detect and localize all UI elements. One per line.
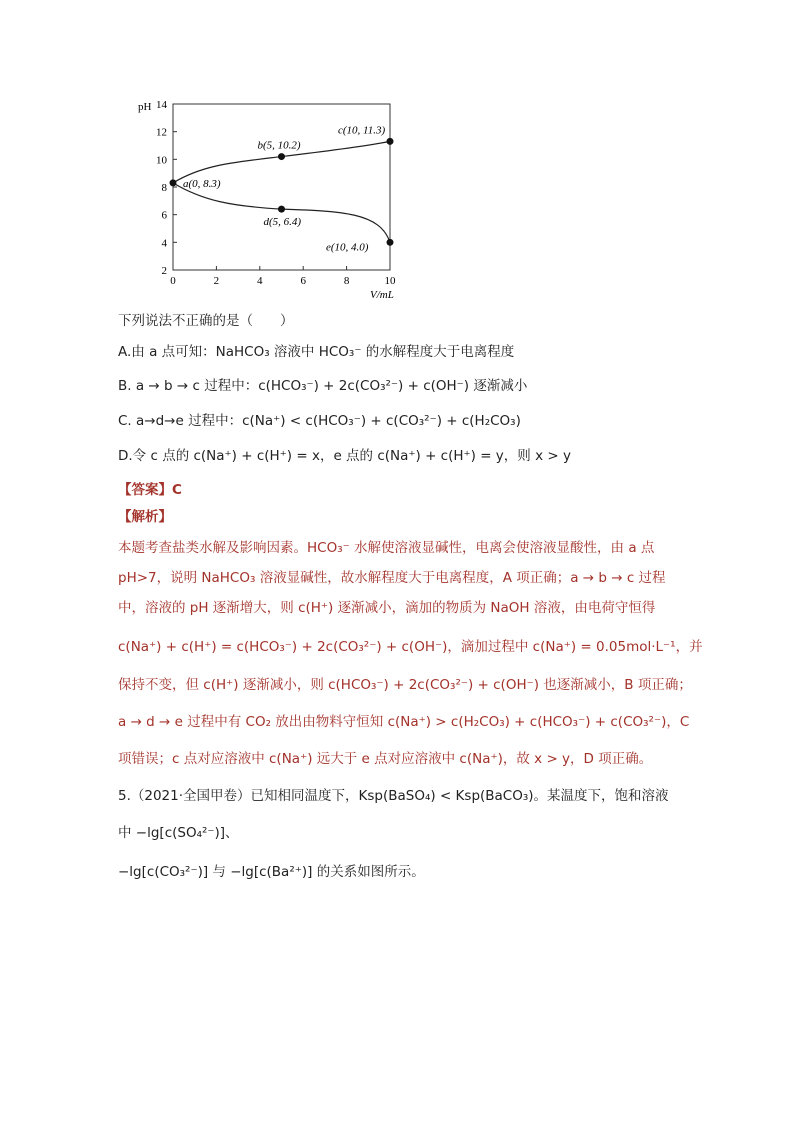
x-tick-label: 4 (257, 275, 263, 287)
point-label: d(5, 6.4) (263, 216, 302, 229)
explanation-line-6: a → d → e 过程中有 CO₂ 放出由物料守恒知 c(Na⁺) > c(H₂CO₃) + c(HCO₃⁻) + c(CO₃²⁻)，C (118, 714, 690, 730)
x-tick-label: 10 (384, 275, 396, 287)
data-point (278, 206, 285, 213)
next-question-line-1: 5.（2021·全国甲卷）已知相同温度下，Ksp(BaSO₄) < Ksp(BaCO₃)。某温度下，饱和溶液 (118, 788, 669, 804)
data-point (387, 239, 394, 246)
next-question-line-3: −lg[c(CO₃²⁻)] 与 −lg[c(Ba²⁺)] 的关系如图所示。 (118, 864, 425, 880)
y-tick-label: 8 (161, 182, 167, 194)
ph-titration-chart (118, 96, 413, 306)
answer-label: 【答案】C (118, 482, 182, 498)
y-tick-label: 4 (161, 237, 167, 250)
option-d: D.令 c 点的 c(Na⁺) + c(H⁺) = x，e 点的 c(Na⁺) + c(H⁺) = y，则 x > y (118, 448, 571, 464)
x-tick-label: 8 (343, 275, 350, 287)
explanation-line-3: 中，溶液的 pH 逐渐增大，则 c(H⁺) 逐渐减小，滴加的物质为 NaOH 溶液，由电荷守恒得 (118, 600, 656, 616)
point-label: c(10, 11.3) (338, 124, 386, 137)
question-prompt: 下列说法不正确的是（ ） (118, 313, 294, 329)
next-question-line-2: 中 −lg[c(SO₄²⁻)]、 (118, 825, 239, 841)
x-tick-label: 6 (300, 275, 306, 287)
point-label: a(0, 8.3) (183, 177, 221, 190)
explanation-line-7: 项错误；c 点对应溶液中 c(Na⁺) 远大于 e 点对应溶液中 c(Na⁺)，故 x > y，D 项正确。 (118, 751, 653, 767)
explanation-line-5: 保持不变，但 c(H⁺) 逐渐减小，则 c(HCO₃⁻) + 2c(CO₃²⁻) + c(OH⁻) 也逐渐减小，B 项正确； (118, 677, 692, 693)
analysis-label: 【解析】 (118, 509, 172, 525)
point-label: e(10, 4.0) (326, 241, 369, 254)
data-point (387, 138, 394, 145)
y-tick-label: 10 (156, 154, 167, 167)
explanation-line-2: pH>7，说明 NaHCO₃ 溶液显碱性，故水解程度大于电离程度，A 项正确；a → b → c 过程 (118, 570, 666, 586)
y-tick-label: 12 (156, 126, 167, 139)
x-tick-label: 0 (170, 275, 176, 287)
x-tick-label: 2 (213, 275, 220, 287)
explanation-line-1: 本题考查盐类水解及影响因素。HCO₃⁻ 水解使溶液显碱性，电离会使溶液显酸性，由 a 点 (118, 540, 655, 556)
option-c: C. a→d→e 过程中：c(Na⁺) < c(HCO₃⁻) + c(CO₃²⁻) + c(H₂CO₃) (118, 413, 521, 429)
y-tick-label: 2 (161, 265, 167, 277)
x-axis-label: V/mL (370, 289, 394, 301)
data-point (170, 179, 177, 186)
y-tick-label: 14 (156, 99, 167, 111)
data-points (170, 124, 394, 253)
y-tick-label: 6 (161, 209, 167, 222)
option-b: B. a → b → c 过程中：c(HCO₃⁻) + 2c(CO₃²⁻) + c(OH⁻) 逐渐减小 (118, 378, 528, 394)
data-point (278, 153, 285, 160)
y-axis-label: pH (138, 101, 152, 113)
explanation-line-4: c(Na⁺) + c(H⁺) = c(HCO₃⁻) + 2c(CO₃²⁻) + c(OH⁻)，滴加过程中 c(Na⁺) = 0.05mol·L⁻¹，并 (118, 639, 703, 655)
point-label: b(5, 10.2) (257, 139, 301, 152)
option-a: A.由 a 点可知：NaHCO₃ 溶液中 HCO₃⁻ 的水解程度大于电离程度 (118, 344, 515, 360)
